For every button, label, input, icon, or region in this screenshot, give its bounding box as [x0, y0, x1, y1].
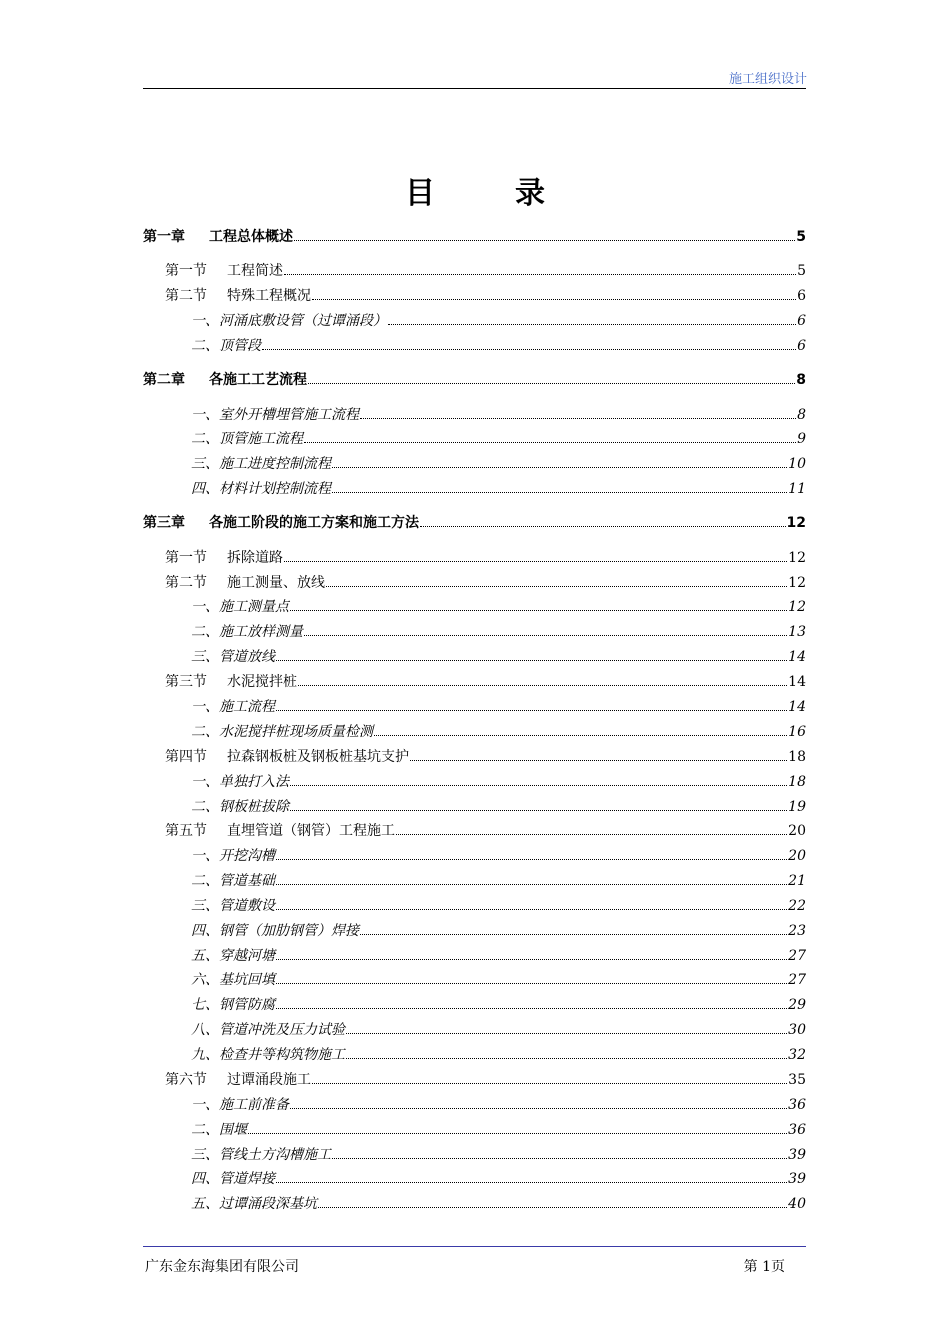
- toc-dot-leader: [276, 1168, 787, 1183]
- toc-entry-number: 一、: [191, 774, 219, 790]
- toc-entry-page: 8: [797, 407, 806, 423]
- toc-entry-section[interactable]: [165, 260, 806, 282]
- toc-entry-page: 21: [788, 873, 806, 889]
- toc-entry-page: 5: [796, 229, 806, 245]
- toc-entry-title: 施工前准备: [219, 1097, 289, 1113]
- toc-dot-leader: [396, 820, 787, 835]
- toc-entry-number: 第二节: [165, 575, 207, 591]
- toc-entry-page: 14: [788, 699, 806, 715]
- toc-entry-number: 五、: [191, 948, 219, 964]
- toc-entry-item[interactable]: [191, 1193, 806, 1215]
- title-char-1: 目: [405, 176, 435, 211]
- toc-entry-page: 14: [788, 649, 806, 665]
- toc-entry-number: 一、: [191, 848, 219, 864]
- toc-entry-section[interactable]: [165, 572, 806, 594]
- toc-entry-item[interactable]: [191, 945, 806, 967]
- toc-dot-leader: [284, 260, 796, 275]
- toc-entry-item[interactable]: [191, 721, 806, 743]
- toc-dot-leader: [332, 453, 787, 468]
- toc-entry-title: 工程简述: [227, 263, 283, 279]
- toc-entry-page: 23: [788, 923, 806, 939]
- toc-entry-title: 钢管（加肋钢管）焊接: [219, 923, 359, 939]
- toc-entry-chapter[interactable]: [143, 369, 806, 391]
- toc-entry-number: 八、: [191, 1022, 219, 1038]
- toc-entry-page: 14: [788, 674, 806, 690]
- toc-entry-number: 一、: [191, 1097, 219, 1113]
- toc-entry-number: 二、: [191, 724, 219, 740]
- toc-dot-leader: [312, 1069, 787, 1084]
- toc-entry-title: 管道冲洗及压力试验: [219, 1022, 345, 1038]
- toc-entry-item[interactable]: [191, 335, 806, 357]
- toc-dot-leader: [360, 404, 796, 419]
- footer-rule: [143, 1246, 806, 1247]
- toc-entry-number: 六、: [191, 972, 219, 988]
- toc-entry-page: 6: [797, 288, 806, 304]
- toc-dot-leader: [248, 1119, 787, 1134]
- toc-entry-title: 各施工工艺流程: [209, 372, 307, 388]
- toc-entry-item[interactable]: [191, 453, 806, 475]
- toc-entry-title: 施工测量点: [219, 599, 289, 615]
- toc-entry-title: 河涌底敷设管（过谭涌段）: [219, 313, 387, 329]
- toc-entry-page: 12: [786, 515, 806, 531]
- toc-entry-item[interactable]: [191, 596, 806, 618]
- toc-dot-leader: [360, 920, 787, 935]
- toc-dot-leader: [276, 646, 787, 661]
- toc-entry-number: 九、: [191, 1047, 219, 1063]
- toc-dot-leader: [308, 369, 795, 384]
- toc-entry-item[interactable]: [191, 845, 806, 867]
- toc-entry-title: 水泥搅拌桩现场质量检测: [219, 724, 373, 740]
- toc-entry-number: 一、: [191, 407, 219, 423]
- toc-entry-item[interactable]: [191, 870, 806, 892]
- toc-entry-title: 钢板桩拔除: [219, 799, 289, 815]
- toc-entry-page: 12: [788, 575, 806, 591]
- toc-entry-item[interactable]: [191, 1019, 806, 1041]
- toc-entry-title: 顶管施工流程: [219, 431, 303, 447]
- toc-dot-leader: [304, 621, 787, 636]
- toc-entry-page: 10: [788, 456, 806, 472]
- toc-entry-title: 拆除道路: [227, 550, 283, 566]
- toc-entry-page: 36: [788, 1097, 806, 1113]
- toc-entry-item[interactable]: [191, 428, 806, 450]
- toc-entry-title: 各施工阶段的施工方案和施工方法: [209, 515, 419, 531]
- toc-entry-page: 35: [788, 1072, 806, 1088]
- toc-entry-item[interactable]: [191, 1119, 806, 1141]
- toc-entry-page: 18: [788, 749, 806, 765]
- toc-entry-title: 施工放样测量: [219, 624, 303, 640]
- toc-entry-title: 管线土方沟槽施工: [219, 1147, 331, 1163]
- toc-entry-item[interactable]: [191, 1168, 806, 1190]
- toc-entry-item[interactable]: [191, 920, 806, 942]
- toc-dot-leader: [388, 310, 796, 325]
- toc-entry-page: 8: [796, 372, 806, 388]
- toc-entry-page: 36: [788, 1122, 806, 1138]
- toc-entry-section[interactable]: [165, 1069, 806, 1091]
- toc-entry-title: 拉森钢板桩及钢板桩基坑支护: [227, 749, 409, 765]
- toc-dot-leader: [276, 945, 787, 960]
- toc-entry-title: 管道焊接: [219, 1171, 275, 1187]
- toc-entry-number: 三、: [191, 1147, 219, 1163]
- toc-entry-page: 18: [788, 774, 806, 790]
- toc-entry-page: 13: [788, 624, 806, 640]
- toc-entry-number: 第五节: [165, 823, 207, 839]
- toc-entry-title: 工程总体概述: [209, 229, 293, 245]
- toc-entry-page: 20: [788, 848, 806, 864]
- toc-dot-leader: [332, 1144, 787, 1159]
- toc-entry-item[interactable]: [191, 969, 806, 991]
- toc-dot-leader: [290, 596, 787, 611]
- toc-dot-leader: [346, 1019, 787, 1034]
- toc-entry-title: 单独打入法: [219, 774, 289, 790]
- toc-dot-leader: [276, 969, 787, 984]
- toc-entry-number: 二、: [191, 624, 219, 640]
- toc-entry-title: 水泥搅拌桩: [227, 674, 297, 690]
- toc-dot-leader: [262, 335, 796, 350]
- toc-entry-number: 三、: [191, 898, 219, 914]
- toc-entry-page: 5: [797, 263, 806, 279]
- toc-entry-page: 27: [788, 948, 806, 964]
- toc-dot-leader: [318, 1193, 787, 1208]
- toc-entry-item[interactable]: [191, 404, 806, 426]
- footer-page-number: 第 1页: [743, 1259, 785, 1275]
- toc-entry-item[interactable]: [191, 696, 806, 718]
- toc-entry-page: 6: [797, 338, 806, 354]
- toc-entry-number: 三、: [191, 649, 219, 665]
- toc-dot-leader: [290, 1094, 787, 1109]
- toc-entry-number: 三、: [191, 456, 219, 472]
- toc-entry-item[interactable]: [191, 478, 806, 500]
- header-rule: [143, 88, 806, 89]
- toc-entry-title: 材料计划控制流程: [219, 481, 331, 497]
- toc-entry-number: 四、: [191, 1171, 219, 1187]
- toc-entry-number: 第三章: [143, 515, 185, 531]
- toc-dot-leader: [294, 226, 795, 241]
- toc-dot-leader: [312, 285, 796, 300]
- toc-entry-title: 围堰: [219, 1122, 247, 1138]
- toc-entry-title: 基坑回填: [219, 972, 275, 988]
- toc-dot-leader: [290, 796, 787, 811]
- toc-entry-title: 室外开槽埋管施工流程: [219, 407, 359, 423]
- toc-entry-page: 27: [788, 972, 806, 988]
- toc-entry-number: 第二节: [165, 288, 207, 304]
- toc-entry-number: 二、: [191, 873, 219, 889]
- toc-entry-item[interactable]: [191, 895, 806, 917]
- toc-entry-number: 七、: [191, 997, 219, 1013]
- toc-entry-section[interactable]: [165, 547, 806, 569]
- toc-entry-number: 第一节: [165, 550, 207, 566]
- toc-entry-item[interactable]: [191, 1044, 806, 1066]
- toc-entry-title: 管道放线: [219, 649, 275, 665]
- toc-entry-number: 一、: [191, 313, 219, 329]
- toc-dot-leader: [298, 671, 787, 686]
- toc-entry-number: 第六节: [165, 1072, 207, 1088]
- toc-entry-number: 第四节: [165, 749, 207, 765]
- toc-entry-number: 二、: [191, 338, 219, 354]
- toc-entry-number: 一、: [191, 699, 219, 715]
- toc-entry-item[interactable]: [191, 646, 806, 668]
- toc-entry-title: 管道基础: [219, 873, 275, 889]
- toc-entry-page: 19: [788, 799, 806, 815]
- toc-entry-page: 29: [788, 997, 806, 1013]
- toc-entry-title: 过谭涌段深基坑: [219, 1196, 317, 1212]
- toc-dot-leader: [276, 870, 787, 885]
- toc-entry-item[interactable]: [191, 310, 806, 332]
- toc-entry-number: 四、: [191, 923, 219, 939]
- toc-entry-title: 施工流程: [219, 699, 275, 715]
- toc-entry-number: 二、: [191, 1122, 219, 1138]
- toc-entry-section[interactable]: [165, 820, 806, 842]
- toc-entry-page: 30: [788, 1022, 806, 1038]
- toc-dot-leader: [410, 746, 787, 761]
- toc-entry-page: 39: [788, 1171, 806, 1187]
- toc-entry-page: 40: [788, 1196, 806, 1212]
- toc-entry-title: 检查井等构筑物施工: [219, 1047, 345, 1063]
- toc-entry-number: 第三节: [165, 674, 207, 690]
- toc-entry-page: 39: [788, 1147, 806, 1163]
- toc-dot-leader: [326, 572, 787, 587]
- toc-entry-title: 钢管防腐: [219, 997, 275, 1013]
- toc-entry-page: 9: [797, 431, 806, 447]
- toc-dot-leader: [332, 478, 787, 493]
- toc-entry-page: 32: [788, 1047, 806, 1063]
- toc-entry-item[interactable]: [191, 796, 806, 818]
- toc-entry-page: 16: [788, 724, 806, 740]
- toc-dot-leader: [276, 696, 787, 711]
- toc-entry-page: 20: [788, 823, 806, 839]
- toc-entry-title: 直埋管道（钢管）工程施工: [227, 823, 395, 839]
- toc-entry-chapter[interactable]: [143, 512, 806, 534]
- toc-dot-leader: [374, 721, 787, 736]
- toc-entry-page: 22: [788, 898, 806, 914]
- toc-entry-item[interactable]: [191, 621, 806, 643]
- title-char-2: 录: [515, 176, 545, 211]
- toc-entry-page: 6: [797, 313, 806, 329]
- toc-dot-leader: [346, 1044, 787, 1059]
- toc-entry-number: 第二章: [143, 372, 185, 388]
- toc-entry-title: 过谭涌段施工: [227, 1072, 311, 1088]
- page-title: [0, 168, 950, 212]
- toc-entry-item[interactable]: [191, 994, 806, 1016]
- toc-entry-section[interactable]: [165, 671, 806, 693]
- toc-entry-section[interactable]: [165, 285, 806, 307]
- toc-entry-number: 二、: [191, 431, 219, 447]
- toc-entry-item[interactable]: [191, 1094, 806, 1116]
- toc-entry-item[interactable]: [191, 1144, 806, 1166]
- toc-entry-title: 特殊工程概况: [227, 288, 311, 304]
- toc-dot-leader: [304, 428, 796, 443]
- toc-entry-section[interactable]: [165, 746, 806, 768]
- toc-entry-number: 第一节: [165, 263, 207, 279]
- toc-entry-title: 施工进度控制流程: [219, 456, 331, 472]
- toc-entry-number: 四、: [191, 481, 219, 497]
- toc-entry-chapter[interactable]: [143, 226, 806, 248]
- toc-dot-leader: [420, 512, 786, 527]
- toc-dot-leader: [290, 771, 787, 786]
- toc-entry-page: 11: [788, 481, 806, 497]
- toc-entry-title: 施工测量、放线: [227, 575, 325, 591]
- toc-dot-leader: [276, 895, 787, 910]
- toc-dot-leader: [284, 547, 787, 562]
- toc-dot-leader: [276, 845, 787, 860]
- toc-entry-title: 穿越河塘: [219, 948, 275, 964]
- toc-entry-number: 一、: [191, 599, 219, 615]
- toc-entry-page: 12: [788, 599, 806, 615]
- header-title: 施工组织设计: [728, 72, 807, 87]
- toc-dot-leader: [276, 994, 787, 1009]
- toc-entry-item[interactable]: [191, 771, 806, 793]
- toc-entry-number: 二、: [191, 799, 219, 815]
- toc-entry-title: 顶管段: [219, 338, 261, 354]
- toc-entry-title: 管道敷设: [219, 898, 275, 914]
- toc-entry-number: 五、: [191, 1196, 219, 1212]
- toc-entry-page: 12: [788, 550, 806, 566]
- toc-entry-title: 开挖沟槽: [219, 848, 275, 864]
- footer-company: 广东金东海集团有限公司: [145, 1259, 299, 1275]
- toc-entry-number: 第一章: [143, 229, 185, 245]
